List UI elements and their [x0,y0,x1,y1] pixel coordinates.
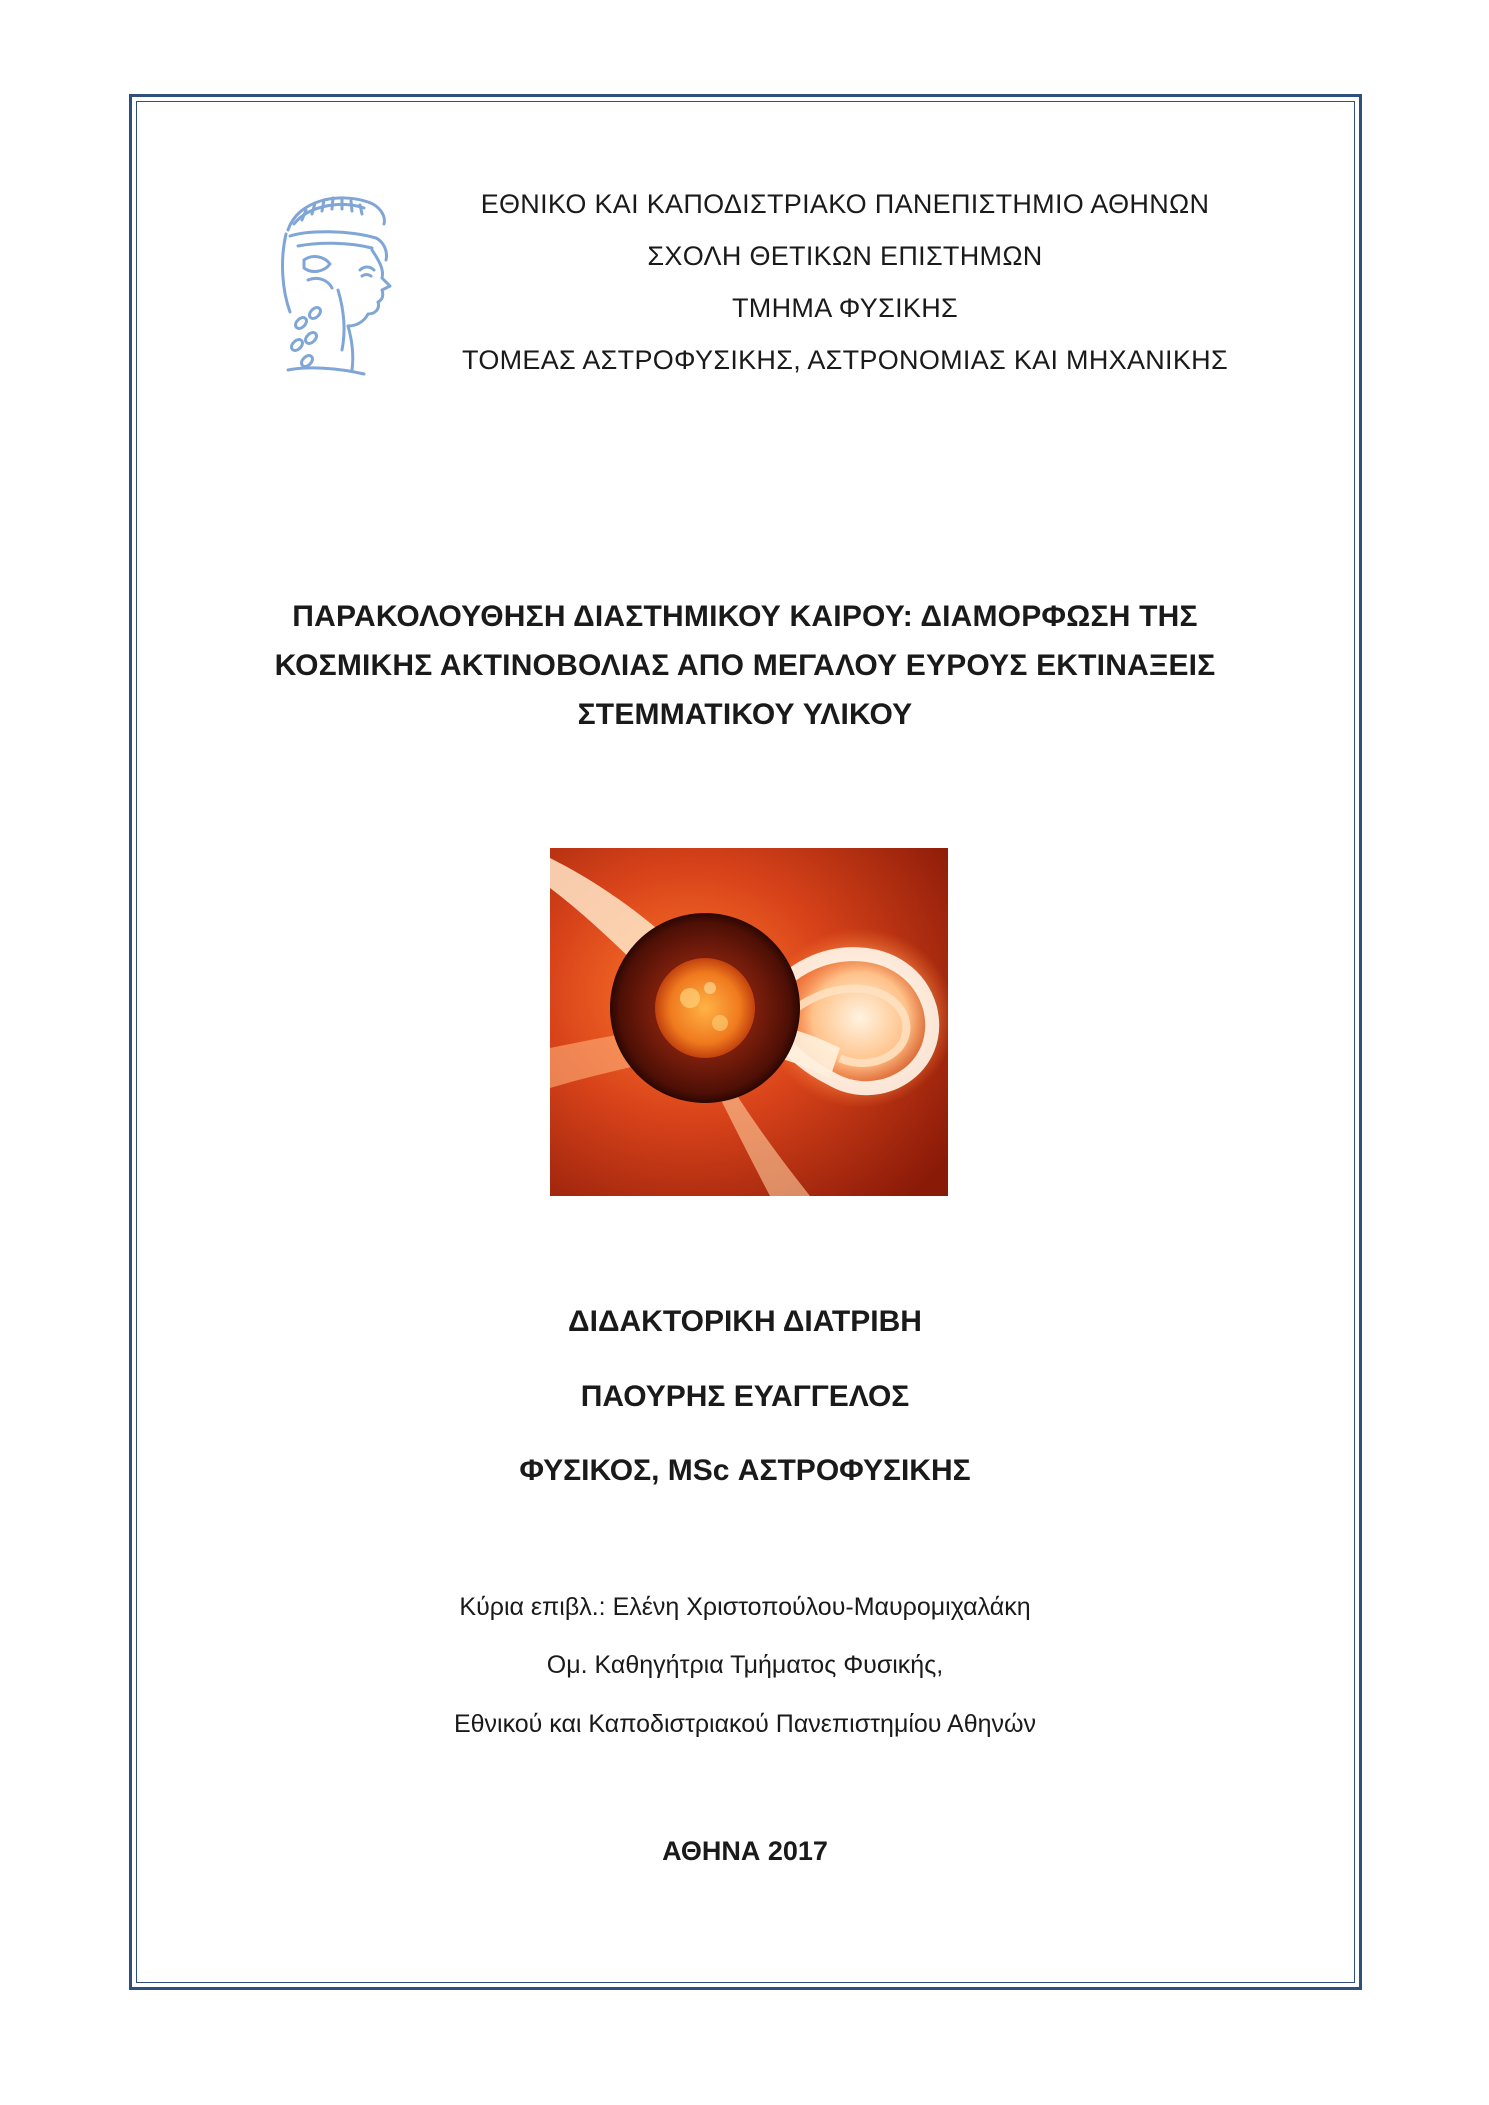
author-name: ΠΑΟΥΡΗΣ ΕΥΑΓΓΕΛΟΣ [580,1380,910,1413]
supervisor-line-1: Κύρια επιβλ.: Ελένη Χριστοπούλου-Μαυρομιχαλάκη [459,1593,1031,1621]
school-name: ΣΧΟΛΗ ΘΕΤΙΚΩΝ ΕΠΙΣΤΗΜΩΝ [647,241,1043,271]
athena-head-logo-icon [268,190,398,380]
author-credentials: ΦΥΣΙΚΟΣ, MSc ΑΣΤΡΟΦΥΣΙΚΗΣ [519,1454,971,1487]
supervisor-line-3: Εθνικού και Καποδιστριακού Πανεπιστημίου Αθηνών [453,1710,1037,1738]
coronal-mass-ejection-image [550,848,948,1196]
department-name: ΤΜΗΜΑ ΦΥΣΙΚΗΣ [732,293,958,323]
document-type: ΔΙΔΑΚΤΟΡΙΚΗ ΔΙΑΤΡΙΒΗ [568,1305,922,1338]
institution-header [430,178,1260,386]
title-line-2: ΚΟΣΜΙΚΗΣ ΑΚΤΙΝΟΒΟΛΙΑΣ ΑΠΟ ΜΕΓΑΛΟΥ ΕΥΡΟΥΣ ΕΚΤΙΝΑΞΕΙΣ [274,649,1216,682]
title-line-3: ΣΤΕΜΜΑΤΙΚΟΥ ΥΛΙΚΟΥ [577,698,913,731]
section-name: ΤΟΜΕΑΣ ΑΣΤΡΟΦΥΣΙΚΗΣ, ΑΣΤΡΟΝΟΜΙΑΣ ΚΑΙ ΜΗΧΑΝΙΚΗΣ [462,345,1228,375]
university-name: ΕΘΝΙΚΟ ΚΑΙ ΚΑΠΟΔΙΣΤΡΙΑΚΟ ΠΑΝΕΠΙΣΤΗΜΙΟ ΑΘΗΝΩΝ [480,189,1210,219]
thesis-title [240,592,1250,739]
title-line-1: ΠΑΡΑΚΟΛΟΥΘΗΣΗ ΔΙΑΣΤΗΜΙΚΟΥ ΚΑΙΡΟΥ: ΔΙΑΜΟΡΦΩΣΗ ΤΗΣ [292,600,1198,633]
supervisor-line-2: Ομ. Καθηγήτρια Τμήματος Φυσικής, [546,1651,944,1679]
place-year: ΑΘΗΝΑ 2017 [662,1836,828,1866]
